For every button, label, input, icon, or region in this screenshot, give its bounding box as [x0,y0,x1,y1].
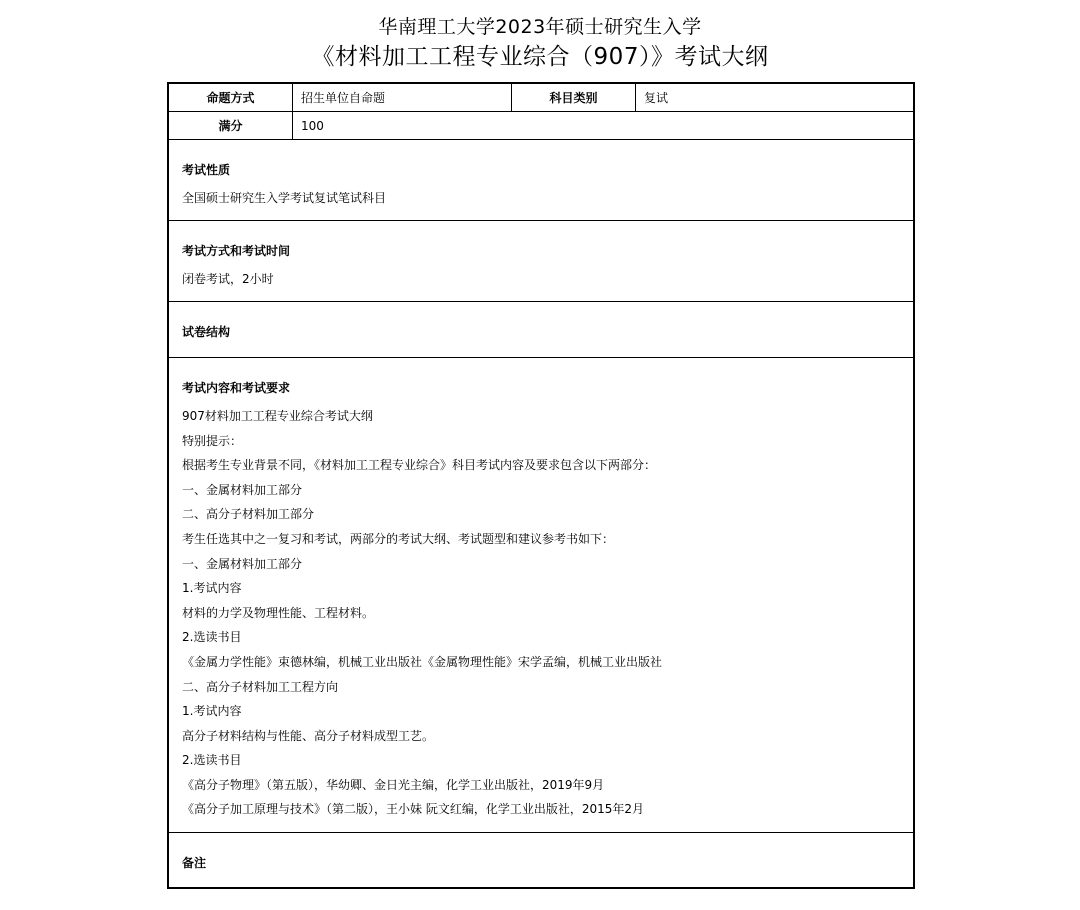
content-line: 二、高分子材料加工部分 [182,507,315,521]
category-label: 科目类别 [512,84,636,111]
proposition-value: 招生单位自命题 [293,84,512,111]
score-label: 满分 [169,112,293,139]
content-line: 特别提示： [182,434,243,448]
section-nature [169,140,913,221]
content-line: 高分子材料结构与性能、高分子材料成型工艺。 [182,729,435,743]
syllabus-table [167,82,915,889]
section-structure-title: 试卷结构 [182,325,231,339]
proposition-label: 命题方式 [169,84,293,111]
section-method-text: 闭卷考试，2小时 [182,272,274,286]
content-line: 2.选读书目 [182,753,242,767]
section-nature-title: 考试性质 [182,163,231,177]
content-line: 《金属力学性能》束德林编，机械工业出版社《金属物理性能》宋学孟编，机械工业出版社 [182,655,663,669]
section-content-title: 考试内容和考试要求 [182,381,291,395]
content-line: 考生任选其中之一复习和考试，两部分的考试大纲、考试题型和建议参考书如下： [182,532,615,546]
content-line: 一、金属材料加工部分 [182,557,303,571]
content-line: 一、金属材料加工部分 [182,483,303,497]
content-line: 根据考生专业背景不同，《材料加工工程专业综合》科目考试内容及要求包含以下两部分： [182,458,657,472]
content-line: 《高分子物理》（第五版），华幼卿、金日光主编，化学工业出版社，2019年9月 [182,778,605,792]
doc-title-line1: 华南理工大学2023年硕士研究生入学 [378,16,702,38]
category-value: 复试 [644,91,669,105]
section-nature-text: 全国硕士研究生入学考试复试笔试科目 [182,191,387,205]
score-value: 100 [301,118,324,133]
section-structure [169,302,913,358]
content-line: 2.选读书目 [182,630,242,644]
section-remarks-title: 备注 [182,856,207,870]
content-line: 1.考试内容 [182,704,242,718]
content-line: 二、高分子材料加工工程方向 [182,680,339,694]
meta-row-score [169,112,913,140]
content-line: 1.考试内容 [182,581,242,595]
section-method-title: 考试方式和考试时间 [182,244,291,258]
content-line: 907材料加工工程专业综合考试大纲 [182,409,373,423]
section-method [169,221,913,302]
section-remarks [169,833,913,887]
content-line: 《高分子加工原理与技术》（第二版），王小妹 阮文红编，化学工业出版社，2015年2月 [182,802,644,816]
meta-row-proposition [169,84,913,112]
section-content [169,358,913,833]
doc-title-line2: 《材料加工工程专业综合（907）》考试大纲 [311,44,769,70]
content-line: 材料的力学及物理性能、工程材料。 [182,606,375,620]
